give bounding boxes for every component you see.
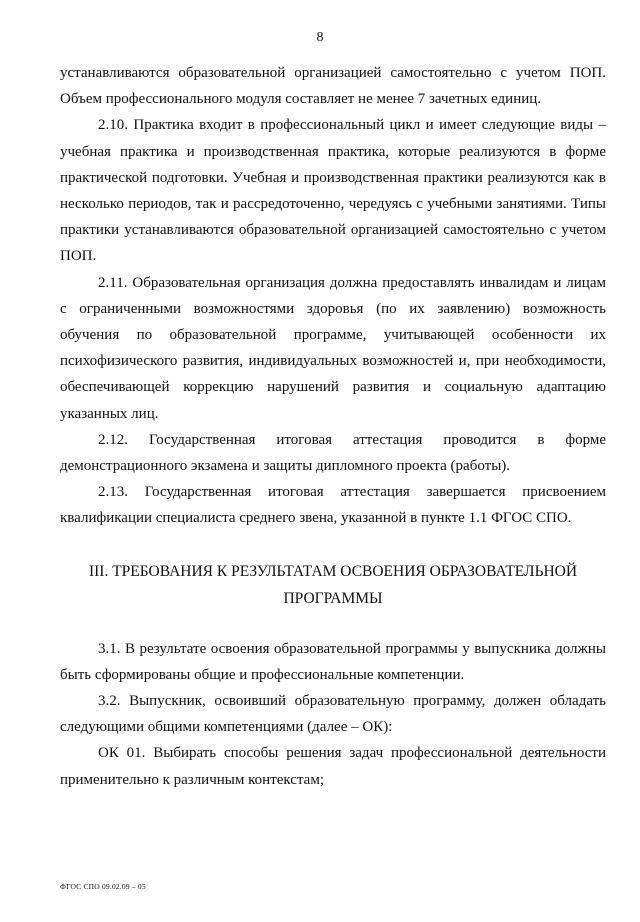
paragraph-ok-01: ОК 01. Выбирать способы решения задач профессиональной деятельности применительно к различным контекстам; (60, 745, 606, 788)
paragraph-continuation-line-1: устанавливаются образовательной организацией самостоятельно с учетом ПОП. (60, 65, 606, 81)
paragraph-2-11: 2.11. Образовательная организация должна предоставлять инвалидам и лицам с ограниченными возможностями здоровья (по их заявлению) возможность обучения по образовательной программе, учитывающей особенности их психофизического развития, индивидуальных возможностей и, при необходимости, обеспечивающей коррекцию нарушений развития и социальную адаптацию указанных лиц. (60, 274, 606, 422)
paragraph-2-13: 2.13. Государственная итоговая аттестация завершается присвоением квалификации специалиста среднего звена, указанной в пункте 1.1 ФГОС СПО. (60, 484, 606, 527)
paragraph-2-10: 2.10. Практика входит в профессиональный цикл и имеет следующие виды – учебная практика и производственная практика, которые реализуются в форме практической подготовки. Учебная и производственная практики реализуются как в несколько периодов, так и рассредоточенно, чередуясь с учебными занятиями. Типы практики устанавливаются образовательной организацией самостоятельно с учетом ПОП. (60, 117, 606, 265)
section-heading (60, 558, 606, 612)
page-number: 8 (316, 30, 324, 45)
page-content (60, 60, 606, 793)
paragraph-continuation-line-2: Объем профессионального модуля составляет не менее 7 зачетных единиц. (60, 91, 542, 108)
paragraph-3-2: 3.2. Выпускник, освоивший образовательную программу, должен обладать следующими общими компетенциями (далее – ОК): (60, 693, 606, 736)
footer-document-code: ФГОС СПО 09.02.09 – 05 (60, 882, 146, 891)
section-heading-line-2: ПРОГРАММЫ (283, 589, 383, 607)
section-heading-line-1: III. ТРЕБОВАНИЯ К РЕЗУЛЬТАТАМ ОСВОЕНИЯ ОБРАЗОВАТЕЛЬНОЙ (88, 562, 578, 580)
paragraph-3-1: 3.1. В результате освоения образовательной программы у выпускника должны быть сформированы общие и профессиональные компетенции. (60, 640, 606, 683)
paragraph-2-12: 2.12. Государственная итоговая аттестация проводится в форме демонстрационного экзамена и защиты дипломного проекта (работы). (60, 431, 606, 475)
